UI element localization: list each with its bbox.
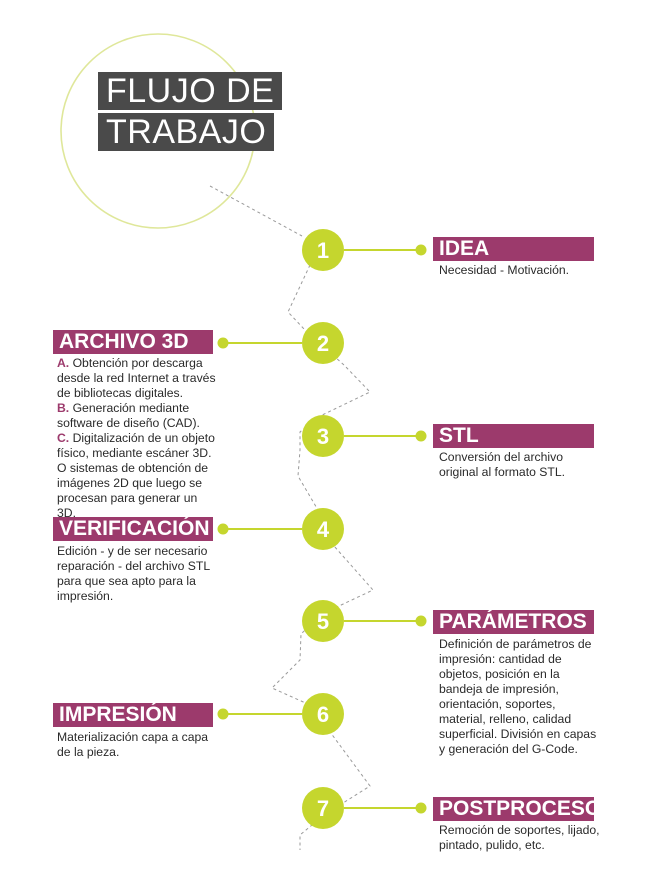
- step-7-number: 7: [316, 796, 330, 821]
- step-2-dot: [218, 338, 229, 349]
- step-2-label: ARCHIVO 3D: [53, 330, 213, 354]
- step-1-label: IDEA: [433, 237, 594, 261]
- page-title-line-1: FLUJO DE: [98, 72, 282, 110]
- step-2-item-a: [57, 356, 219, 401]
- step-3-dot: [416, 431, 427, 442]
- title-connector: [210, 186, 302, 236]
- step-4-dot: [218, 524, 229, 535]
- step-6-label: IMPRESIÓN: [53, 703, 213, 727]
- step-7-label: POSTPROCESOS: [433, 797, 594, 821]
- step-4-description: Edición - y de ser necesario reparación - del archivo STL para que sea apto para la impresión.: [57, 544, 210, 603]
- step-1-number: 1: [316, 238, 330, 263]
- item-c-letter: C.: [57, 431, 70, 445]
- step-4-number: 4: [316, 517, 330, 542]
- step-6-description: Materialización capa a capa de la pieza.: [57, 730, 209, 759]
- step-6-dot: [218, 709, 229, 720]
- page-title-line-2: TRABAJO: [98, 113, 274, 151]
- step-6-number: 6: [316, 702, 330, 727]
- step-2-number: 2: [316, 331, 330, 356]
- step-4-label: VERIFICACIÓN: [53, 517, 213, 541]
- step-1-dot: [416, 245, 427, 256]
- item-a-text: Obtención por descarga desde la red Internet a través de bibliotecas digitales.: [57, 356, 216, 400]
- step-7-description: Remoción de soportes, lijado, pintado, pulido, etc.: [439, 823, 600, 852]
- item-c-text: Digitalización de un objeto físico, mediante escáner 3D. O sistemas de obtención de imágenes 2D que luego se procesan para generar un 3D.: [57, 431, 215, 520]
- step-1-description: Necesidad - Motivación.: [439, 263, 570, 277]
- step-5-number: 5: [316, 609, 330, 634]
- step-3-label: STL: [433, 424, 594, 448]
- item-b-text: Generación mediante software de diseño (CAD).: [57, 401, 200, 430]
- step-2-description: [57, 356, 219, 521]
- step-3-description: Conversión del archivo original al formato STL.: [439, 450, 565, 479]
- step-7-dot: [416, 803, 427, 814]
- step-2-item-c: [57, 431, 219, 521]
- step-5-dot: [416, 616, 427, 627]
- item-b-letter: B.: [57, 401, 70, 415]
- step-5-description: Definición de parámetros de impresión: cantidad de objetos, posición en la bandeja de impresión, orientación, soportes, material, relleno, calidad superficial. División en capas y generación del G-Code.: [439, 637, 597, 756]
- step-2-item-b: [57, 401, 219, 431]
- step-3-number: 3: [316, 424, 330, 449]
- step-5-label: PARÁMETROS: [433, 610, 594, 634]
- item-a-letter: A.: [57, 356, 70, 370]
